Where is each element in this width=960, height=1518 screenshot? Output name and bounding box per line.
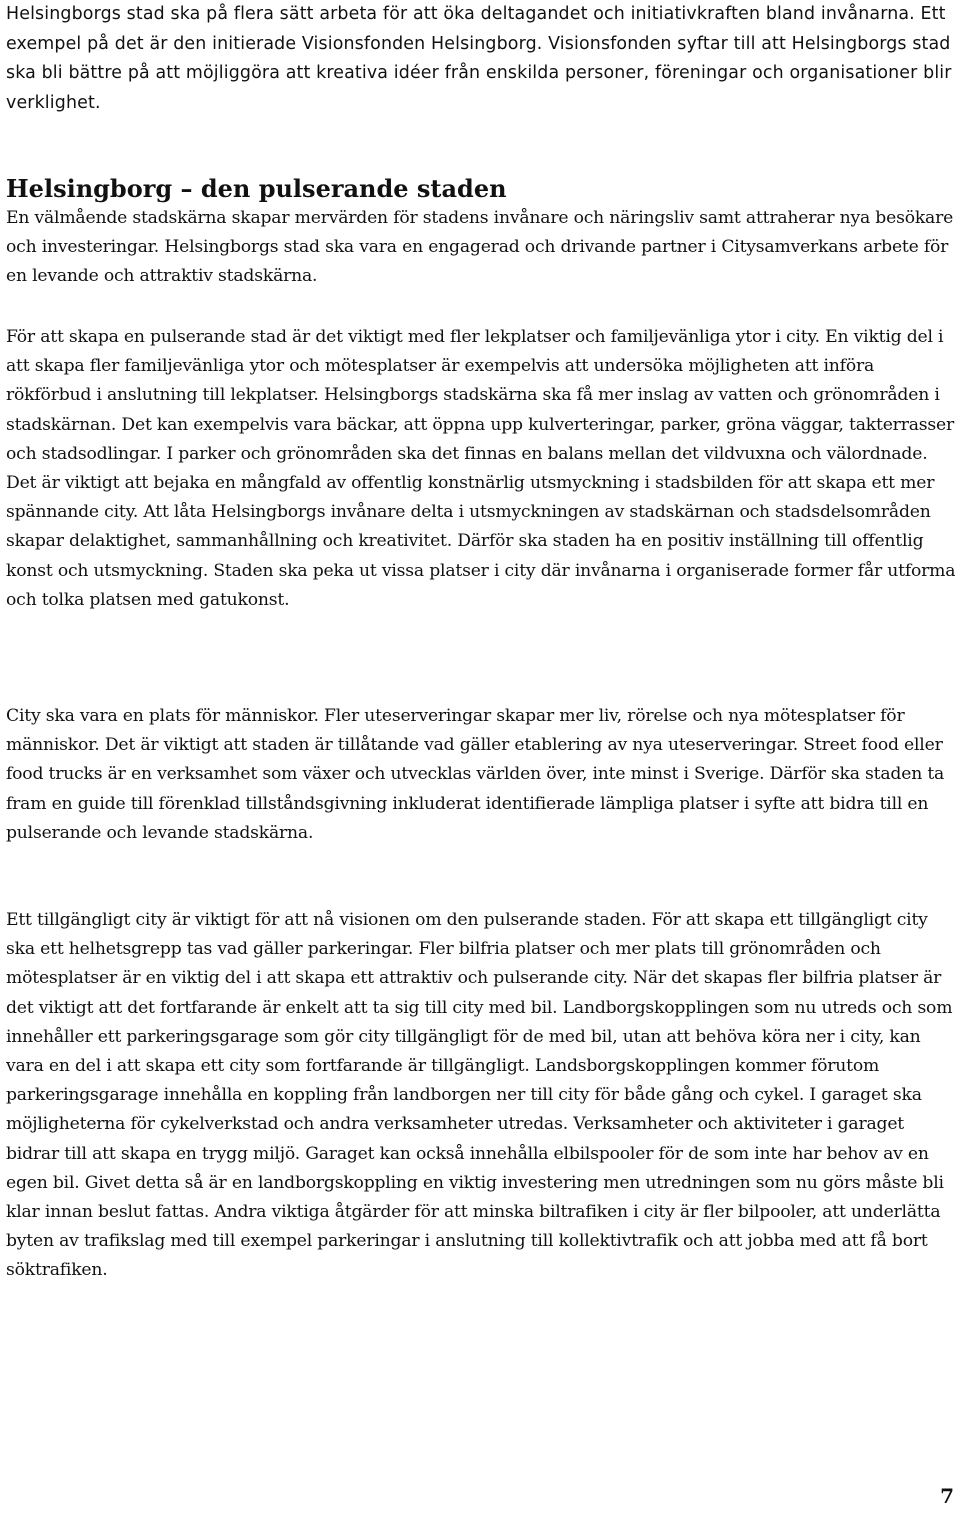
- intro-paragraph: Helsingborgs stad ska på flera sätt arbeta för att öka deltagandet och initiativkraften bland invånarna. Ett exempel på det är den initierade Visionsfonden Helsingborg. Visionsfonden syftar till att Helsingborgs stad ska bli bättre på att möjliggöra att kreativa idéer från enskilda personer, föreningar och organisationer blir verklighet.: [6, 4, 952, 113]
- section-paragraph-2: För att skapa en pulserande stad är det viktigt med fler lekplatser och familjevänliga ytor i city. En viktig del i att skapa fler familjevänliga ytor och mötesplatser är exempelvis att undersöka möjligheten att införa rökförbud i anslutning till lekplatser. Helsingborgs stadskärna ska få mer inslag av vatten och grönområden i stadskärnan. Det kan exempelvis vara bäckar, att öppna upp kulverteringar, parker, gröna väggar, takterrasser och stadsodlingar. I parker och grönområden ska det finnas en balans mellan det vildvuxna och välordnade. Det är viktigt att bejaka en mångfald av offentlig konstnärlig utsmyckning i stadsbilden för att skapa ett mer spännande city. Att låta Helsingborgs invånare delta i utsmyckningen av stadskärnan och stadsdelsområden skapar delaktighet, sammanhållning och kreativitet. Därför ska staden ha en positiv inställning till offentlig konst och utsmyckning. Staden ska peka ut vissa platser i city där invånarna i organiserade former får utforma och tolka platsen med gatukonst.: [6, 327, 956, 610]
- page-number: 7: [940, 1484, 954, 1508]
- section-paragraph-1: En välmående stadskärna skapar mervärden för stadens invånare och näringsliv samt attraherar nya besökare och investeringar. Helsingborgs stad ska vara en engagerad och drivande partner i Citysamverkans arbete för en levande och attraktiv stadskärna.: [6, 208, 954, 287]
- section-heading: Helsingborg – den pulserande staden: [6, 174, 507, 203]
- document-page: [6, 0, 956, 1281]
- section-paragraph-3: City ska vara en plats för människor. Fler uteserveringar skapar mer liv, rörelse och nya mötesplatser för människor. Det är viktigt att staden är tillåtande vad gäller etablering av nya uteserveringar. Street food eller food trucks är en verksamhet som växer och utvecklas världen över, inte minst i Sverige. Därför ska staden ta fram en guide till förenklad tillståndsgivning inkluderat identifierade lämpliga platser i syfte att bidra till en pulserande och levande stadskärna.: [6, 706, 945, 843]
- section-paragraph-4: Ett tillgängligt city är viktigt för att nå visionen om den pulserande staden. För att skapa ett tillgängligt city ska ett helhetsgrepp tas vad gäller parkeringar. Fler bilfria platser och mer plats till grönområden och mötesplatser är en viktig del i att skapa ett attraktiv och pulserande city. När det skapas fler bilfria platser är det viktigt att det fortfarande är enkelt att ta sig till city med bil. Landborgskopplingen som nu utreds och som innehåller ett parkeringsgarage som gör city tillgängligt för de med bil, utan att behöva köra ner i city, kan vara en del i att skapa ett city som fortfarande är tillgängligt. Landsborgskopplingen kommer förutom parkeringsgarage innehålla en koppling från landborgen ner till city för både gång och cykel. I garaget ska möjligheterna för cykelverkstad och andra verksamheter utredas. Verksamheter och aktiviteter i garaget bidrar till att skapa en trygg miljö. Garaget kan också innehålla elbilspooler för de som inte har behov av en egen bil. Givet detta så är en landborgskoppling en viktig investering men utredningen som nu görs måste bli klar innan beslut fattas. Andra viktiga åtgärder för att minska biltrafiken i city är fler bilpooler, att underlätta byten av trafikslag med till exempel parkeringar i anslutning till kollektivtrafik och att jobba med att få bort söktrafiken.: [6, 910, 953, 1281]
